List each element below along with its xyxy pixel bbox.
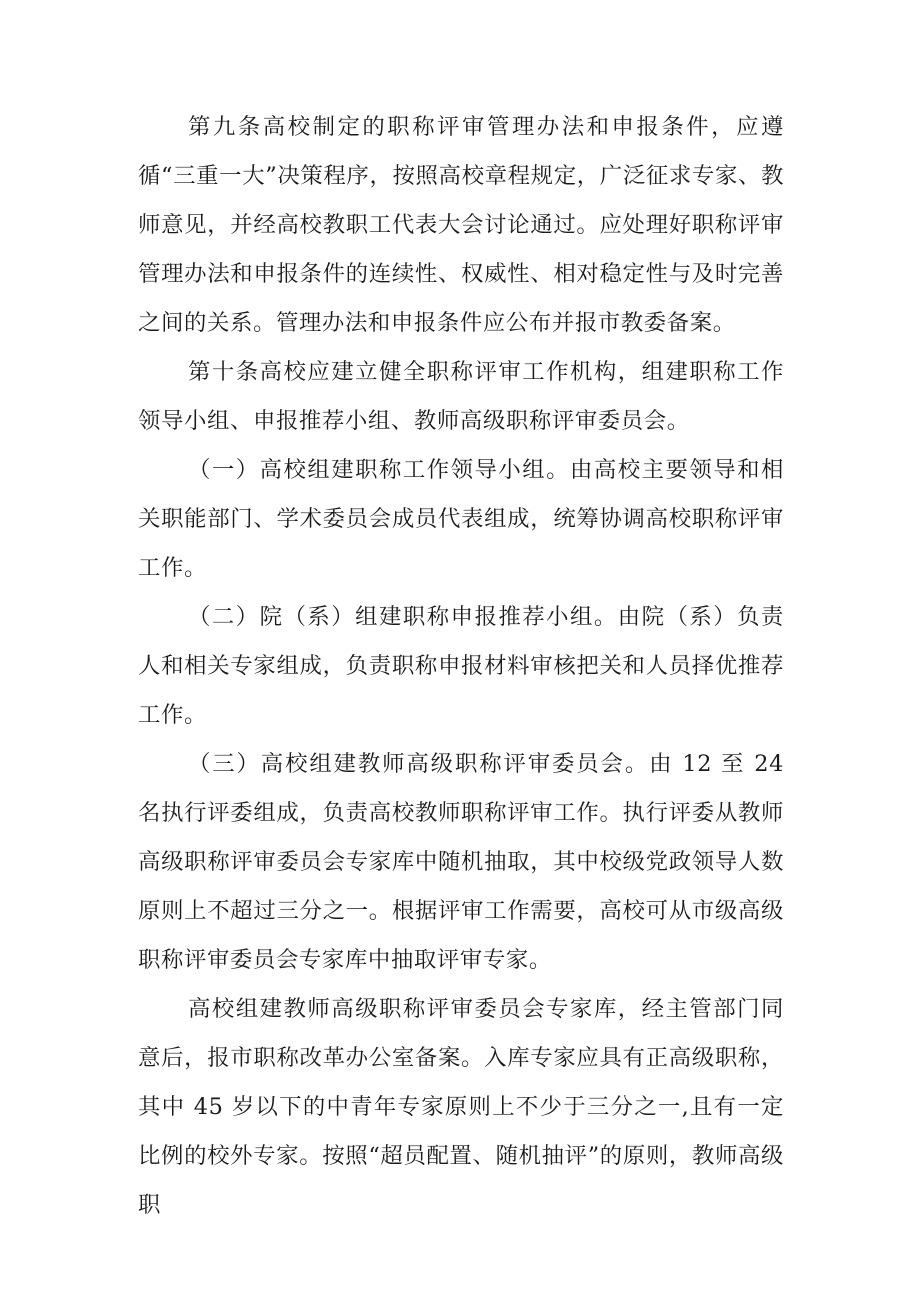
- paragraph-item-3: （三）高校组建教师高级职称评审委员会。由 12 至 24 名执行评委组成，负责高校教师职称评审工作。执行评委从教师高级职称评审委员会专家库中随机抽取，其中校级党政领导人数原则上不超过三分之一。根据评审工作需要，高校可从市级高级职称评审委员会专家库中抽取评审专家。: [138, 751, 784, 973]
- document-body: [138, 103, 784, 1230]
- paragraph-expert-pool: 高校组建教师高级职称评审委员会专家库，经主管部门同意后，报市职称改革办公室备案。入库专家应具有正高级职称，其中 45 岁以下的中青年专家原则上不少于三分之一,且有一定比例的校外专家。按照“超员配置、随机抽评”的原则，教师高级职: [138, 996, 784, 1218]
- paragraph-article-10: 第十条高校应建立健全职称评审工作机构，组建职称工作领导小组、申报推荐小组、教师高级职称评审委员会。: [138, 359, 784, 434]
- paragraph-article-9: 第九条高校制定的职称评审管理办法和申报条件，应遵循“三重一大”决策程序，按照高校章程规定，广泛征求专家、教师意见，并经高校教职工代表大会讨论通过。应处理好职称评审管理办法和申报条件的连续性、权威性、相对稳定性与及时完善之间的关系。管理办法和申报条件应公布并报市教委备案。: [138, 114, 784, 336]
- paragraph-item-1: （一）高校组建职称工作领导小组。由高校主要领导和相关职能部门、学术委员会成员代表组成，统筹协调高校职称评审工作。: [138, 457, 784, 581]
- paragraph-item-2: （二）院（系）组建职称申报推荐小组。由院（系）负责人和相关专家组成，负责职称申报材料审核把关和人员择优推荐工作。: [138, 604, 784, 728]
